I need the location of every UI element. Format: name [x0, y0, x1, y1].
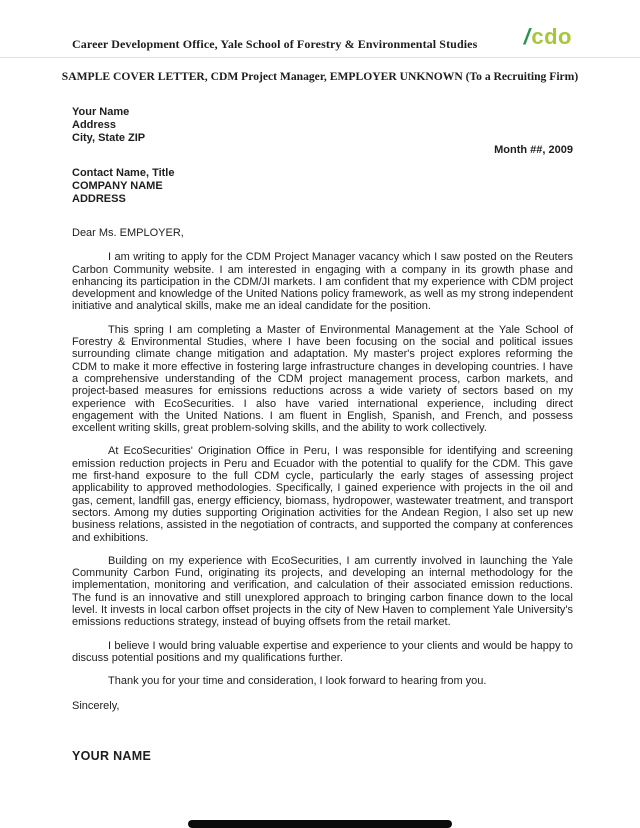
paragraph-3: At EcoSecurities' Origination Office in Peru, I was responsible for identifying and screening emission reduction projects in Peru and Ecuador with the potential to qualify for the CDM. This gave me first-hand exposure to the full CDM cycle, particularly the early stages of assessing project applicability to approved methodologies. Specifically, I gained experience with projects in the oil and gas, cement, landfill gas, energy efficiency, biomass, hydropower, wastewater treatment, and transport sectors. Among my duties supporting Origination activities for the Andean Region, I also set up new business relations, assisted in the negotiation of contracts, and supported the company at conferences and exhibitions.: [72, 445, 573, 544]
cdo-logo-slash-icon: /: [523, 24, 531, 49]
cdo-logo-text: cdo: [531, 24, 572, 49]
recipient-company: COMPANY NAME: [72, 180, 163, 193]
sender-name: Your Name: [72, 106, 130, 118]
closing-salutation: Sincerely,: [72, 700, 120, 712]
letter-date: Month ##, 2009: [494, 144, 573, 156]
letterhead-divider: [0, 57, 640, 58]
paragraph-4: Building on my experience with EcoSecurities, I am currently involved in launching the Yale Community Carbon Fund, originating its projects, and developing an internal methodology for the implementation, monitoring and verification, and calculation of their associated emission reductions. The fund is an innovative and still unexplored approach to bringing carbon finance down to the local level. It invests in local carbon offset projects in the city of New Haven to complement Yale University's emissions reductions strategy, instead of buying offsets from the retail market.: [72, 554, 573, 629]
paragraph-2: This spring I am completing a Master of Environmental Management at the Yale School of Forestry & Environmental Studies, where I have been focusing on the social and political issues surrounding climate change mitigation and adaptation. My master's project explores reforming the CDM to make it more effective in fostering large infrastructure changes in developing countries. I have a comprehensive understanding of the CDM project management process, carbon markets, and project-based measures for emissions reductions across a wide variety of sectors based on my experience with EcoSecurities. I also have varied international experience, including direct engagement with the United Nations. I am fluent in English, Spanish, and French, and possess excellent writing skills, great problem-solving skills, and the ability to work collectively.: [72, 323, 573, 435]
letter-body: [72, 227, 573, 699]
letterhead-office-line: Career Development Office, Yale School of Forestry & Environmental Studies: [72, 37, 478, 51]
paragraph-6: Thank you for your time and consideration, I look forward to hearing from you.: [108, 675, 487, 688]
signature-name: YOUR NAME: [72, 749, 152, 763]
salutation: Dear Ms. EMPLOYER,: [72, 227, 184, 239]
sender-city-state-zip: City, State ZIP: [72, 132, 146, 145]
cdo-logo: [524, 24, 572, 50]
paragraph-1: I am writing to apply for the CDM Project Manager vacancy which I saw posted on the Reuters Carbon Community website. I am interested in engaging with a company in its growth phase and enhancing its participation in the CDM/JI markets. I am confident that my experience with CDM project development and knowledge of the United Nations policy framework, as well as my strong independent initiative and analytical skills, make me an ideal candidate for the position.: [72, 251, 573, 313]
sender-address-block: [72, 106, 145, 146]
home-indicator-bar[interactable]: [188, 820, 452, 828]
recipient-contact: Contact Name, Title: [72, 167, 175, 179]
paragraph-5: I believe I would bring valuable expertise and experience to your clients and would be happy to discuss potential positions and my qualifications further.: [72, 639, 573, 664]
recipient-address-block: [72, 167, 175, 207]
recipient-address: ADDRESS: [72, 193, 126, 206]
document-title: SAMPLE COVER LETTER, CDM Project Manager, EMPLOYER UNKNOWN (To a Recruiting Firm): [61, 70, 579, 83]
sender-address: Address: [72, 119, 117, 132]
